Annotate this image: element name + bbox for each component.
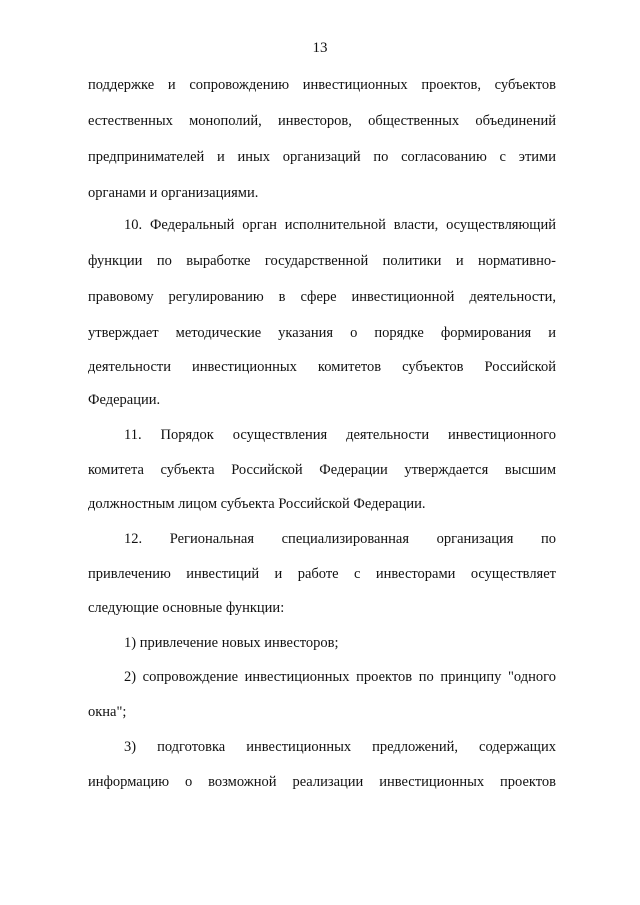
text-line: должностным лицом субъекта Российской Федерации. (88, 496, 426, 512)
text-line: 2) сопровождение инвестиционных проектов по принципу "одного (124, 669, 556, 685)
text-line: окна"; (88, 704, 127, 720)
text-line: привлечению инвестиций и работе с инвесторами осуществляет (88, 566, 556, 582)
text-line: утверждает методические указания о порядке формирования и (88, 325, 556, 341)
text-line: 1) привлечение новых инвесторов; (124, 635, 339, 651)
text-line: функции по выработке государственной политики и нормативно- (88, 253, 556, 269)
text-line: Федерации. (88, 392, 161, 408)
text-line: комитета субъекта Российской Федерации утверждается высшим (88, 462, 556, 478)
text-line: 10. Федеральный орган исполнительной власти, осуществляющий (124, 217, 556, 233)
text-line: 3) подготовка инвестиционных предложений, содержащих (124, 739, 556, 755)
text-line: предпринимателей и иных организаций по согласованию с этими (88, 149, 556, 165)
text-line: естественных монополий, инвесторов, общественных объединений (88, 113, 556, 129)
text-line: 11. Порядок осуществления деятельности инвестиционного (124, 427, 556, 443)
page-number: 13 (312, 40, 328, 56)
text-line: следующие основные функции: (88, 600, 285, 616)
text-line: правовому регулированию в сфере инвестиционной деятельности, (88, 289, 556, 305)
text-line: органами и организациями. (88, 185, 259, 201)
text-line: информацию о возможной реализации инвестиционных проектов (88, 774, 556, 790)
text-line: 12. Региональная специализированная организация по (124, 531, 556, 547)
text-line: деятельности инвестиционных комитетов субъектов Российской (88, 359, 556, 375)
text-line: поддержке и сопровождению инвестиционных проектов, субъектов (88, 77, 556, 93)
